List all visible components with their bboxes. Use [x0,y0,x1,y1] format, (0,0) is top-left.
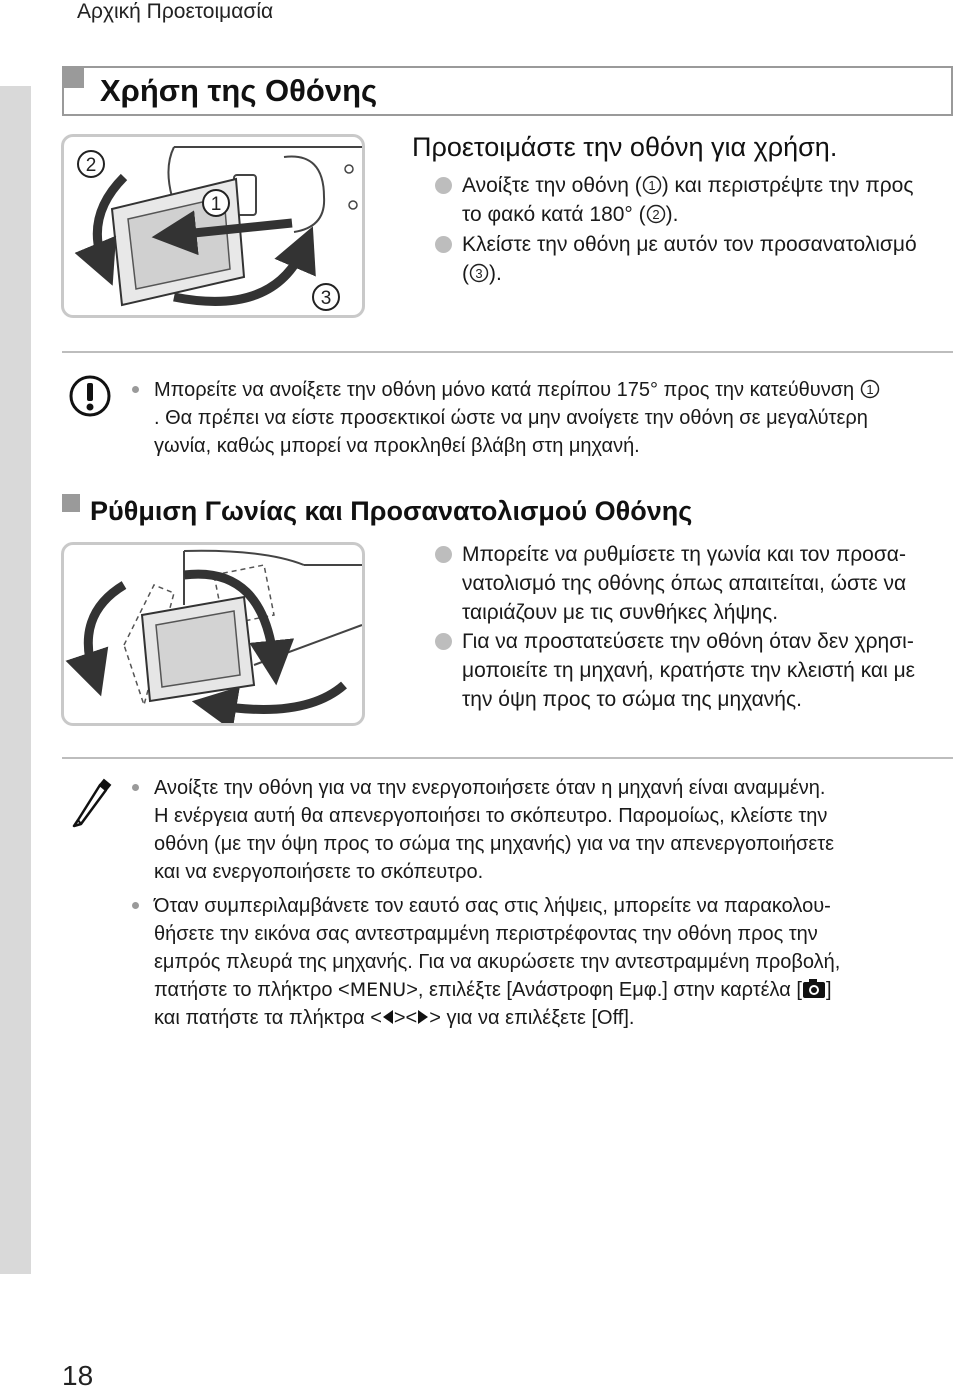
step-bullet-2: Κλείστε την οθόνη με αυτόν τον προσανατολισμό ( 3 ). [462,230,917,288]
bullet-dot [435,546,452,563]
adjust-bullet-1: Μπορείτε να ρυθμίσετε τη γωνία και τον προσα- νατολισμό της οθόνης όπως απαιτείται, ώστε να ταιριάζουν με τις συνθήκες λήψης. [462,540,906,627]
fig-label-3: 3 [320,288,332,309]
screen-rotation-illustration [64,545,362,723]
svg-text:2: 2 [652,207,660,222]
subsection-marker-square [62,494,80,512]
caution-text: Μπορείτε να ανοίξετε την οθόνη μόνο κατά περίπου 175° προς την κατεύθυνση 1 . Θα πρέπει να είστε προσεκτικοί ώστε να μην ανοίγετε την οθόνη σε μεγαλύτερη γωνία, καθώς μπορεί να προκληθεί βλάβη στη μηχανή. [154,376,880,460]
svg-text:3: 3 [475,266,483,281]
section-title: Χρήση της Οθόνης [100,73,378,108]
pencil-memo-icon [70,776,112,828]
subsection-title: Ρύθμιση Γωνίας και Προσανατολισμού Οθόνης [90,496,693,526]
breadcrumb: Αρχική Προετοιμασία [77,0,274,23]
section-title-box [62,66,953,116]
svg-text:1: 1 [866,382,874,397]
figure-open-screen [61,134,365,318]
fig-label-2: 2 [85,155,97,176]
adjust-bullet-2: Για να προστατεύσετε την οθόνη όταν δεν χρησι- μοποιείτε τη μηχανή, κρατήστε την κλειστή και με την όψη προς το σώμα της μηχανής. [462,627,915,714]
divider-memo-top [62,757,953,759]
circled-number-1-icon [642,175,662,195]
small-bullet [132,386,139,393]
side-tab-bar [0,86,31,1274]
right-arrow-key-icon [417,1009,429,1025]
camera-screen-illustration [64,137,362,315]
fig-label-1: 1 [210,194,222,215]
left-arrow-key-icon [382,1009,394,1025]
menu-key-label: MENU [349,979,407,1001]
step-bullet-1: Ανοίξτε την οθόνη ( 1 ) και περιστρέψτε την προς το φακό κατά 180° ( 2 ). [462,171,913,229]
bullet-dot [435,236,452,253]
step-title: Προετοιμάστε την οθόνη για χρήση. [412,132,838,162]
small-bullet [132,784,139,791]
section-marker-square [62,66,84,88]
svg-text:1: 1 [648,178,656,193]
circled-number-1-icon [860,379,880,399]
small-bullet [132,902,139,909]
figure-adjust-angle [61,542,365,726]
memo-note-1: Ανοίξτε την οθόνη για να την ενεργοποιήσετε όταν η μηχανή είναι αναμμένη. Η ενέργεια αυτή θα απενεργοποιήσει το σκόπευτρο. Παρομοίως, κλείστε την οθόνη (με την όψη προς το σώμα της μηχανής) για να την απενεργοποιήσετε και να ενεργοποιήσετε το σκόπευτρο. [154,774,834,886]
circled-number-2-icon [646,204,666,224]
caution-icon [68,374,112,418]
bullet-dot [435,633,452,650]
memo-note-2: Όταν συμπεριλαμβάνετε τον εαυτό σας στις λήψεις, μπορείτε να παρακολου- θήσετε την εικόνα σας αντεστραμμένη περιστρέφοντας την οθόνη προς την εμπρός πλευρά της μηχανής. Για να ακυρώσετε την αντεστραμμένη προβολή, πατήστε το πλήκτρο <MENU>, επιλέξτε [Ανάστροφη Εμφ.] στην καρτέλα [ ] και πατήστε τα πλήκτρα < >< > για να επιλέξετε [Off]. [154,892,840,1032]
bullet-dot [435,177,452,194]
divider-caution-top [62,351,953,353]
camera-tab-icon [802,979,826,999]
circled-number-3-icon [469,263,489,283]
page-number: 18 [62,1360,94,1391]
